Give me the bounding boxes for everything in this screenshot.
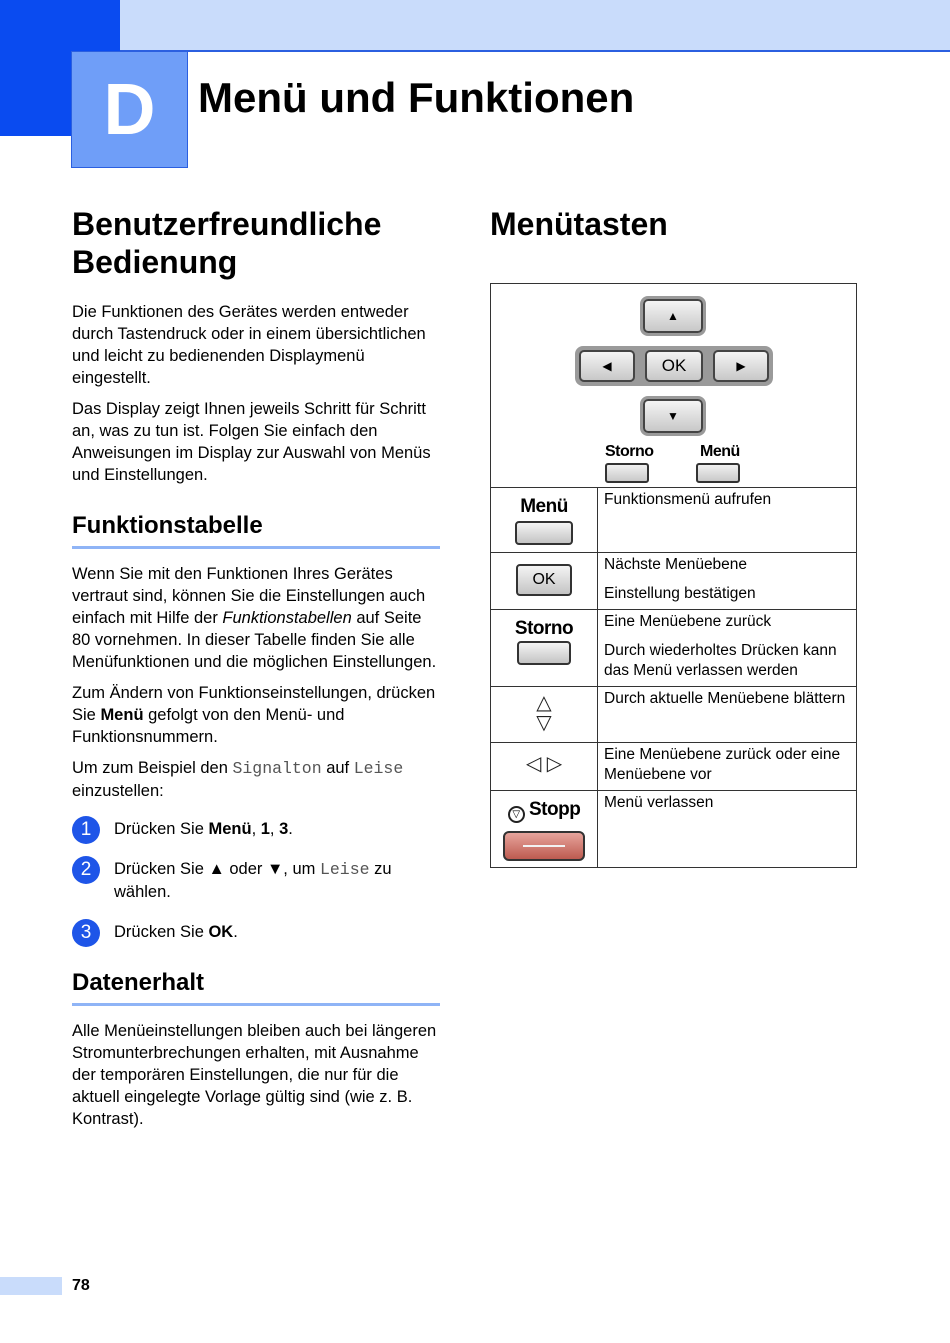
display-text: Leise <box>353 759 404 778</box>
page-number: 78 <box>72 1277 90 1294</box>
text: . <box>233 923 238 941</box>
stop-label: Stopp <box>528 799 581 820</box>
key-cell <box>491 791 598 868</box>
up-down-arrows-icon: △ ▽ <box>536 692 552 734</box>
paragraph <box>72 563 440 673</box>
display-text: Signalton <box>232 759 322 778</box>
paragraph <box>72 757 440 802</box>
down-key[interactable] <box>643 399 703 433</box>
ok-label: OK <box>532 571 556 588</box>
description: Funktionsmenü aufrufen <box>604 491 772 508</box>
description: Menü verlassen <box>604 794 714 811</box>
header-band <box>0 0 950 50</box>
step-item <box>72 818 440 840</box>
menu-button-label: Menü <box>520 496 568 517</box>
table-row <box>491 553 857 610</box>
desc-cell <box>598 610 857 687</box>
left-key[interactable] <box>579 350 635 382</box>
storno-button[interactable] <box>517 641 571 665</box>
text: , <box>251 820 261 838</box>
keypad-illustration <box>490 283 857 488</box>
key-name: 3 <box>279 820 289 838</box>
step-item <box>72 858 440 903</box>
text: Drücken Sie <box>114 820 209 838</box>
section-title-menuetasten: Menütasten <box>490 206 668 242</box>
text: auf <box>321 759 354 777</box>
stop-button-label <box>491 800 597 823</box>
menu-button[interactable] <box>515 521 573 545</box>
text: . <box>288 820 293 838</box>
description: Durch wiederholtes Drücken kann das Menü verlassen werden <box>604 642 837 679</box>
text: Zum Ändern von Funktionseinstellungen, drücken Sie <box>72 684 436 724</box>
stop-icon: ▽ <box>508 806 525 823</box>
step-list <box>72 818 440 943</box>
stop-button[interactable] <box>503 831 585 861</box>
step-number: 3 <box>72 919 100 947</box>
description: Einstellung bestätigen <box>604 585 756 602</box>
table-row <box>491 687 857 743</box>
key-name: OK <box>208 923 234 941</box>
desc-cell <box>598 743 857 791</box>
text: zu wählen. <box>114 860 392 901</box>
desc-cell <box>598 488 857 553</box>
table-row <box>491 791 857 868</box>
storno-key-label: Storno <box>605 443 654 460</box>
table-row <box>491 610 857 687</box>
up-arrow-icon: ▲ <box>667 309 679 323</box>
right-arrow-icon: ▶ <box>736 359 746 373</box>
chapter-title: Menü und Funktionen <box>198 74 635 121</box>
key-cell <box>491 488 598 553</box>
table-row <box>491 743 857 791</box>
paragraph: Das Display zeigt Ihnen jeweils Schritt für Schritt an, was zu tun ist. Folgen Sie einfach den Anweisungen im Display zur Auswahl von Menüs und Einstellungen. <box>72 400 431 484</box>
ok-button[interactable] <box>516 564 572 596</box>
description: Durch aktuelle Menüebene blättern <box>604 690 846 707</box>
display-text: Leise <box>319 860 370 879</box>
desc-cell <box>598 791 857 868</box>
up-key[interactable] <box>643 299 703 333</box>
storno-key[interactable] <box>605 463 649 483</box>
right-key[interactable] <box>713 350 769 382</box>
text: gefolgt von den Menü- und Funktionsnummern. <box>72 706 345 746</box>
section-title-datenerhalt: Datenerhalt <box>72 969 440 1006</box>
text: einzustellen: <box>72 782 164 800</box>
description: Eine Menüebene zurück oder eine Menüebene vor <box>604 746 841 783</box>
key-name: 1 <box>260 820 270 838</box>
paragraph: Alle Menüeinstellungen bleiben auch bei längeren Stromunterbrechungen erhalten, mit Ausnahme der temporären Einstellungen, die nur für die aktuell eingelegte Vorlage gültig sind (wie z. B. Kontrast). <box>72 1022 437 1128</box>
description: Eine Menüebene zurück <box>604 613 772 630</box>
key-name: Menü <box>208 820 252 838</box>
footer-band <box>0 1277 62 1295</box>
key-cell <box>491 687 598 743</box>
chapter-letter: D <box>71 51 188 168</box>
step-item <box>72 921 440 943</box>
table-link[interactable]: Funktionstabellen <box>222 609 352 627</box>
storno-button-label: Storno <box>514 618 574 639</box>
text: Drücken Sie <box>114 923 209 941</box>
text: , <box>269 820 280 838</box>
right-column <box>490 205 857 263</box>
menu-key[interactable] <box>696 463 740 483</box>
paragraph <box>72 682 440 748</box>
key-cell <box>491 553 598 610</box>
key-table <box>490 487 857 868</box>
ok-key[interactable] <box>645 350 703 382</box>
text: Um zum Beispiel den <box>72 759 233 777</box>
key-cell <box>491 743 598 791</box>
left-right-arrows-icon: ◁ ▷ <box>525 753 563 775</box>
text: Drücken Sie ▲ oder ▼, um <box>114 860 320 878</box>
key-name: Menü <box>100 706 144 724</box>
section-title-funktionstabelle: Funktionstabelle <box>72 512 440 549</box>
description: Nächste Menüebene <box>604 556 748 573</box>
down-arrow-icon: ▼ <box>667 409 679 423</box>
section-title-bedienung: Benutzerfreundliche Bedienung <box>72 206 382 280</box>
desc-cell <box>598 687 857 743</box>
step-number: 1 <box>72 816 100 844</box>
text: auf Seite 80 vornehmen. In dieser Tabelle finden Sie alle Menüfunktionen und die möglichen Einstellungen. <box>72 609 437 671</box>
key-cell <box>491 610 598 687</box>
menu-key-label: Menü <box>700 443 740 460</box>
step-number: 2 <box>72 856 100 884</box>
left-arrow-icon: ◀ <box>602 359 612 373</box>
desc-cell <box>598 553 857 610</box>
ok-label: OK <box>661 356 687 375</box>
left-column <box>72 205 440 1139</box>
paragraph: Die Funktionen des Gerätes werden entweder durch Tastendruck oder in einem übersichtlichen und leicht zu bedienenden Displaymenü eingestellt. <box>72 303 426 387</box>
text: Wenn Sie mit den Funktionen Ihres Gerätes vertraut sind, können Sie die Einstellungen auch einfach mit Hilfe der <box>72 565 426 627</box>
table-row <box>491 488 857 553</box>
